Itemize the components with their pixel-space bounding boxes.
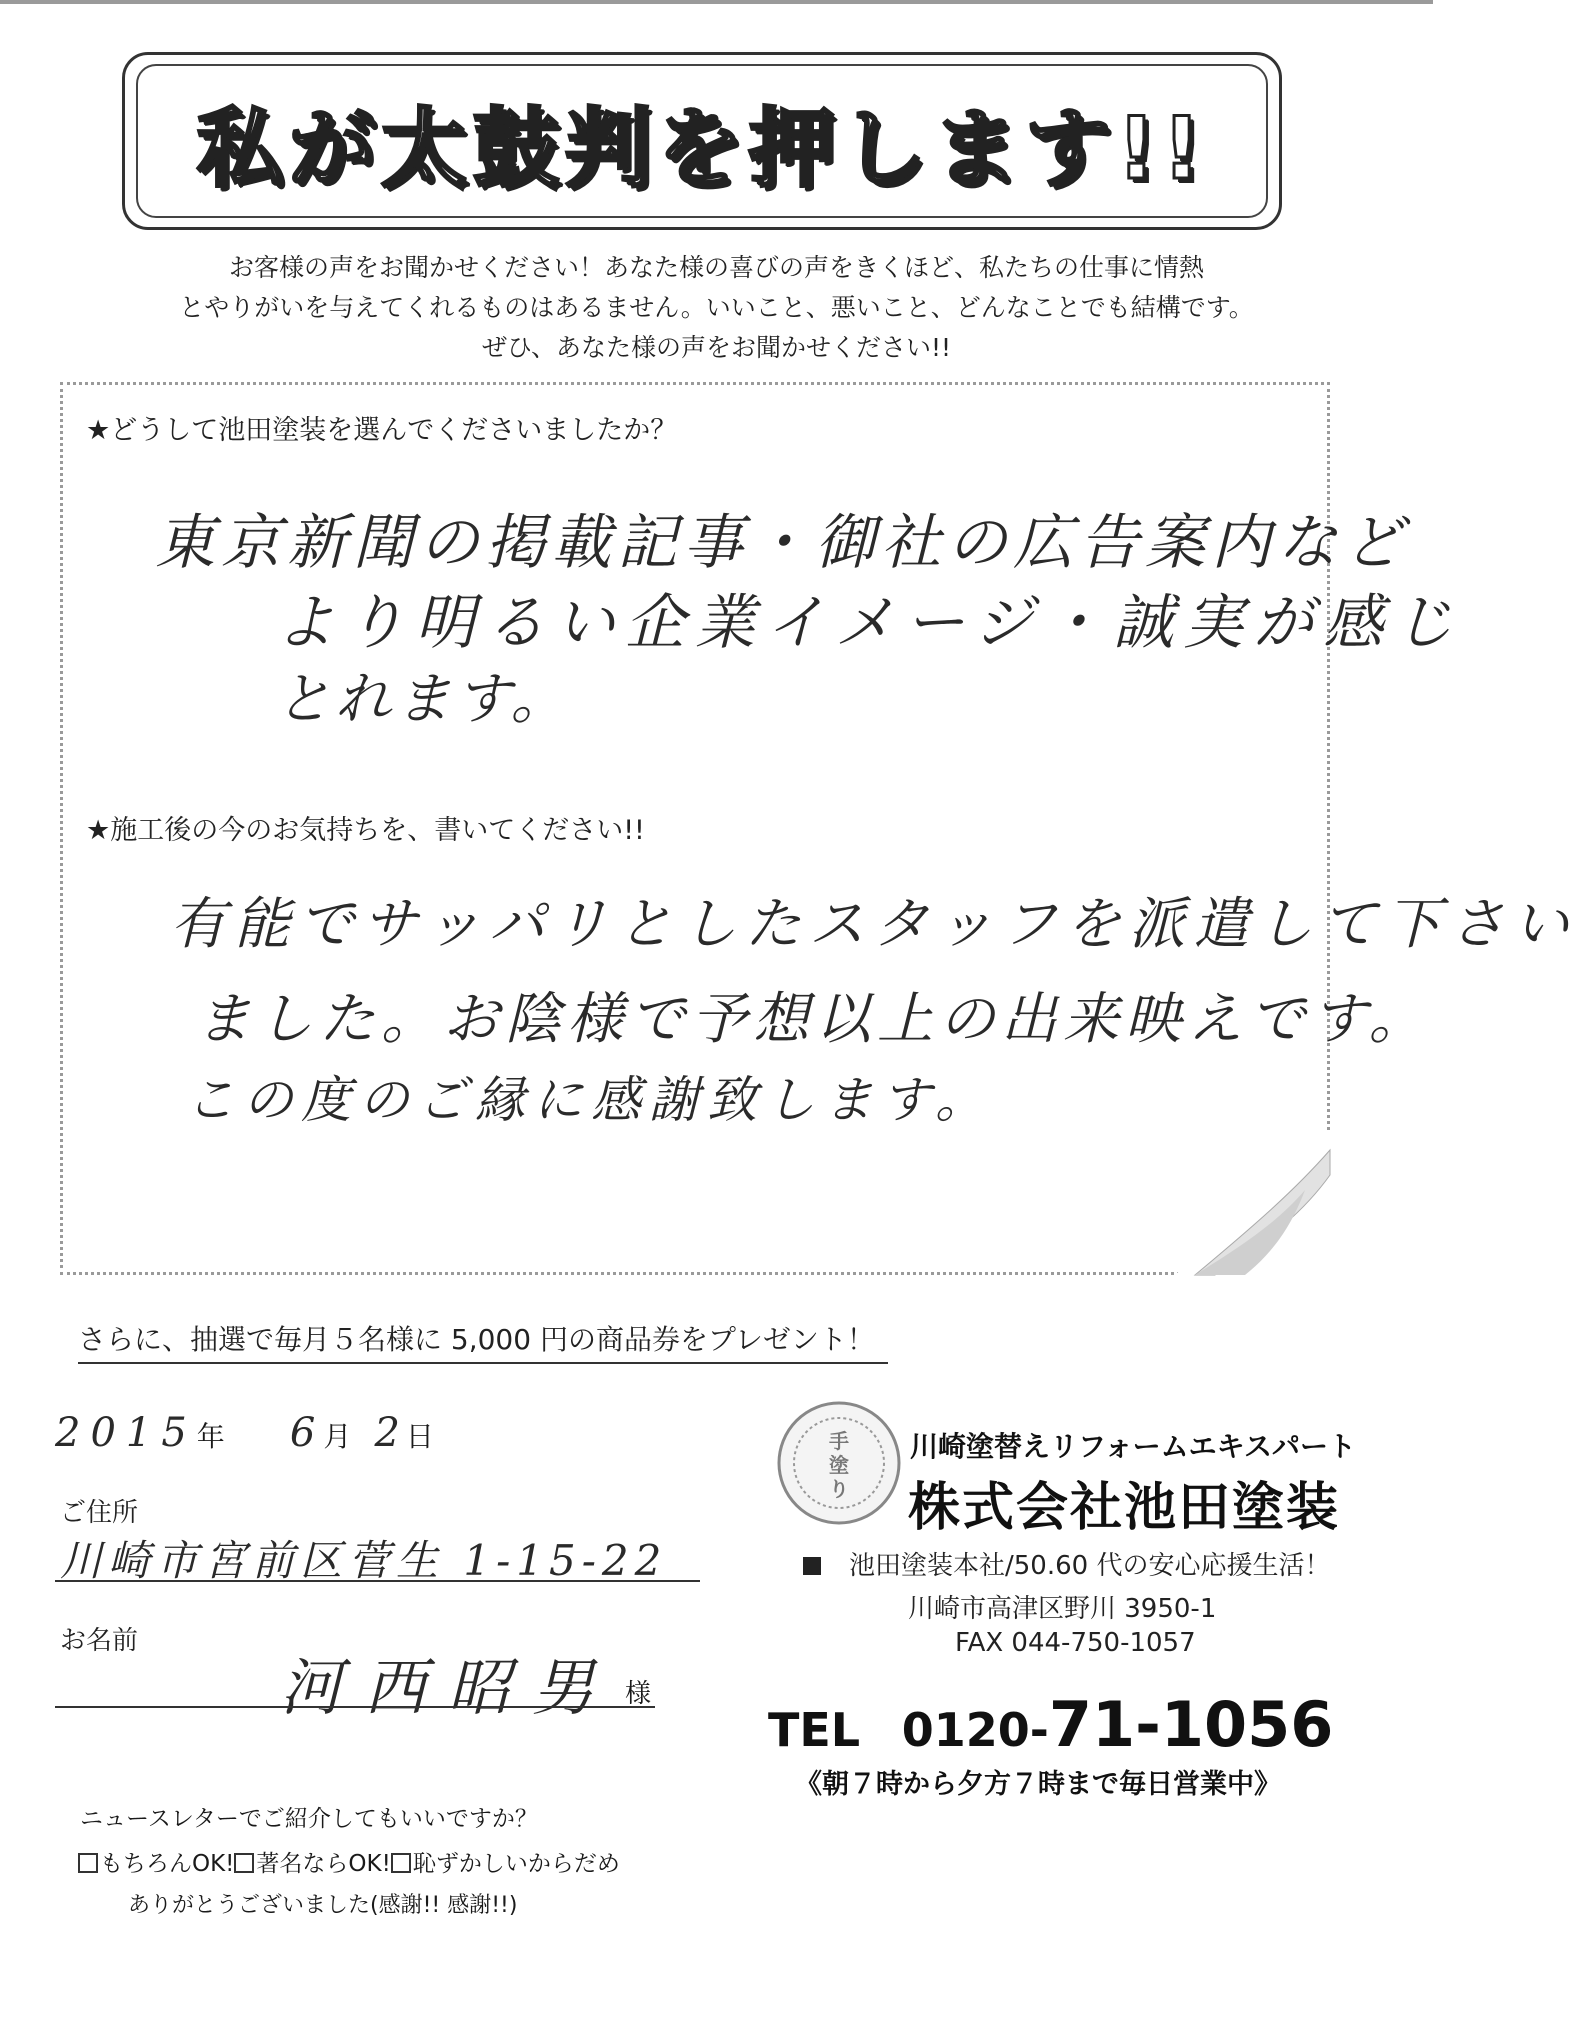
address-underline (55, 1580, 700, 1582)
date-year: 2015 (55, 1410, 197, 1456)
page-title: 私が太鼓判を押します!! (196, 99, 1208, 199)
seal-char-2: 塗 (829, 1453, 849, 1477)
company-tel-row (768, 1688, 1333, 1761)
checkbox-named-ok[interactable] (234, 1853, 254, 1873)
address-value: 川崎市宮前区菅生 1-15-22 (60, 1536, 668, 1585)
intro-line-3: ぜひ、あなた様の声をお聞かせください!! (481, 333, 952, 362)
business-hours: 《朝７時から夕方７時まで毎日営業中》 (795, 1769, 1281, 1800)
company-name: 株式会社池田塗装 (908, 1478, 1341, 1538)
answer-1-line-1: 東京新聞の掲載記事・御社の広告案内など (155, 508, 1409, 578)
date-month-unit: 月 (323, 1420, 352, 1453)
seal-char-3: り (829, 1477, 849, 1501)
question-feelings: ★施工後の今のお気持ちを、書いてください!! (86, 815, 645, 846)
seal-char-1: 手 (829, 1429, 849, 1453)
date-day: 2 (374, 1410, 400, 1456)
option-named-label: 著名ならOK! (256, 1851, 391, 1877)
tel-label: TEL (768, 1703, 861, 1757)
company-address: 川崎市高津区野川 3950-1 (908, 1594, 1217, 1624)
date-row (55, 1410, 434, 1456)
date-year-unit: 年 (196, 1420, 225, 1453)
question-why-chosen: ★どうして池田塗装を選んでくださいましたか？ (86, 415, 678, 446)
lottery-notice: さらに、抽選で毎月５名様に 5,000 円の商品券をプレゼント！ (78, 1318, 888, 1364)
company-office-row (803, 1545, 1330, 1582)
checkbox-ok[interactable] (78, 1853, 98, 1873)
intro-line-2: とやりがいを与えてくれるものはあるません。いいこと、悪いこと、どんなことでも結構です。 (179, 293, 1254, 322)
company-fax: FAX 044-750-1057 (955, 1628, 1196, 1658)
company-office: 池田塗装本社/50.60 代の安心応援生活！ (849, 1551, 1331, 1581)
date-day-unit: 日 (405, 1420, 434, 1453)
page-curl-decoration (1175, 1130, 1330, 1275)
newsletter-question: ニュースレターでご紹介してもいいですか？ (80, 1806, 538, 1832)
name-label: お名前 (60, 1626, 139, 1656)
answer-2-line-2: ました。お陰様で予想以上の出来映えです。 (195, 987, 1431, 1052)
name-suffix: 様 (625, 1679, 652, 1709)
address-label: ご住所 (60, 1498, 139, 1528)
answer-1-line-2: より明るい企業イメージ・誠実が感じ (275, 588, 1464, 658)
answer-2-line-3: この度のご縁に感謝致します。 (185, 1071, 993, 1129)
tel-prefix: 0120- (901, 1703, 1049, 1757)
date-month: 6 (289, 1410, 316, 1456)
name-value: 河西昭男 (280, 1651, 617, 1724)
option-ok-label: もちろんOK! (100, 1851, 235, 1877)
hand-painted-seal-icon (776, 1400, 902, 1526)
newsletter-options (78, 1845, 620, 1878)
tel-number: 71-1056 (1048, 1688, 1334, 1761)
intro-line-1: お客様の声をお聞かせください！あなた様の喜びの声をきくほど、私たちの仕事に情熱 (228, 253, 1204, 282)
newsletter-thanks: ありがとうございました(感謝!! 感謝!!) (128, 1893, 518, 1918)
scan-edge (0, 0, 1433, 4)
answer-2-line-1: 有能でサッパリとしたスタッフを派遣して下さい (170, 892, 1577, 957)
checkbox-no[interactable] (391, 1853, 411, 1873)
bullet-square-icon (803, 1557, 821, 1575)
option-no-label: 恥ずかしいからだめ (412, 1851, 620, 1877)
answer-1-line-3: とれます。 (275, 667, 571, 732)
name-underline (55, 1706, 655, 1708)
title-banner (136, 64, 1268, 218)
company-tagline: 川崎塗替えリフォームエキスパート (910, 1430, 1357, 1463)
